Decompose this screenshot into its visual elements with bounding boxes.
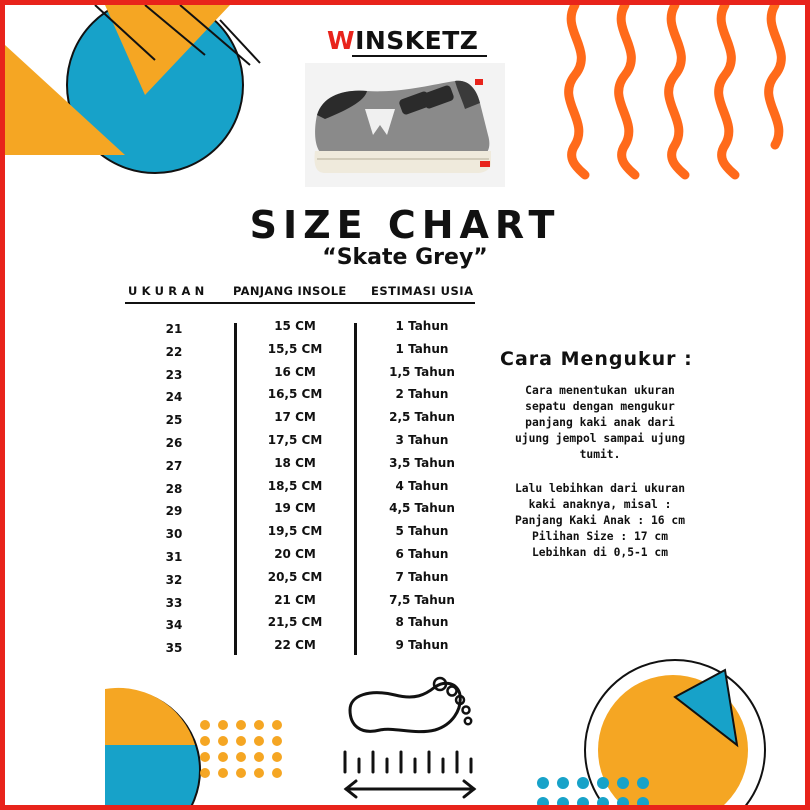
cell-size: 23 [165,368,183,382]
cell-size: 33 [165,596,183,610]
cell-age: 9 Tahun [395,638,449,652]
cell-size: 34 [165,618,183,632]
cell-insole: 16 CM [274,365,316,379]
cell-insole: 15 CM [274,319,316,333]
how-to-line: Panjang Kaki Anak : 16 cm [514,514,686,527]
header-estimasi-usia: ESTIMASI USIA [371,284,474,298]
cell-age: 2,5 Tahun [389,410,455,424]
cell-age: 4,5 Tahun [389,501,455,515]
how-to-line: tumit. [579,448,621,461]
column-divider-1 [234,323,237,655]
how-to-line: Lalu lebihkan dari ukuran [514,482,686,495]
cell-size: 31 [165,550,183,564]
cell-insole: 15,5 CM [267,342,323,356]
how-to-line: sepatu dengan mengukur [525,400,675,413]
cell-age: 1 Tahun [395,342,449,356]
cell-age: 2 Tahun [395,387,449,401]
cell-insole: 20 CM [274,547,316,561]
how-to-title: Cara Mengukur : [500,348,693,370]
bottom-left-decoration [105,675,305,805]
cell-age: 4 Tahun [395,479,449,493]
bottom-right-decoration [525,655,805,805]
how-to-line: Cara menentukan ukuran [525,384,675,397]
brand-underline [352,55,487,57]
cell-insole: 18 CM [274,456,316,470]
cell-size: 24 [165,390,183,404]
shoe-photo [305,63,505,187]
how-to-paragraph-1 [495,383,705,463]
cell-age: 7,5 Tahun [389,593,455,607]
poster [5,5,805,805]
cell-age: 5 Tahun [395,524,449,538]
cell-size: 27 [165,459,183,473]
cell-age: 7 Tahun [395,570,449,584]
cell-insole: 19,5 CM [267,524,323,538]
cell-insole: 18,5 CM [267,479,323,493]
header-ukuran: UKURAN [128,284,209,298]
cell-age: 8 Tahun [395,615,449,629]
cell-size: 32 [165,573,183,587]
brand-rest: INSKETZ [355,26,479,55]
cell-insole: 17 CM [274,410,316,424]
cell-insole: 19 CM [274,501,316,515]
cell-age: 6 Tahun [395,547,449,561]
cell-age: 3 Tahun [395,433,449,447]
cell-insole: 21 CM [274,593,316,607]
cell-size: 28 [165,482,183,496]
top-left-decoration [5,5,265,205]
ruler-icon [340,747,480,777]
cell-insole: 22 CM [274,638,316,652]
brand-name [327,26,478,55]
how-to-line: kaki anaknya, misal : [528,498,672,511]
double-arrow-icon [340,777,480,801]
how-to-line: panjang kaki anak dari [525,416,675,429]
how-to-paragraph-2 [495,481,705,561]
cell-size: 35 [165,641,183,655]
cell-insole: 21,5 CM [267,615,323,629]
column-divider-2 [354,323,357,655]
how-to-line: Lebihkan di 0,5-1 cm [531,546,669,559]
brand-first-letter: W [327,26,356,55]
cell-age: 1,5 Tahun [389,365,455,379]
page-title: SIZE CHART [249,203,561,247]
page-subtitle: “Skate Grey” [322,245,488,270]
header-rule [125,302,475,304]
dot-grid [200,720,282,778]
top-right-squiggles [555,5,805,205]
cell-size: 26 [165,436,183,450]
cell-size: 25 [165,413,183,427]
cell-size: 30 [165,527,183,541]
cell-size: 29 [165,504,183,518]
cell-insole: 16,5 CM [267,387,323,401]
cell-age: 3,5 Tahun [389,456,455,470]
foot-outline-icon [340,675,490,745]
cell-size: 22 [165,345,183,359]
header-panjang-insole: PANJANG INSOLE [233,284,347,298]
brand-logo [327,26,493,56]
cell-size: 21 [165,322,183,336]
cell-age: 1 Tahun [395,319,449,333]
cell-insole: 20,5 CM [267,570,323,584]
cell-insole: 17,5 CM [267,433,323,447]
how-to-line: ujung jempol sampai ujung [514,432,686,445]
how-to-line: Pilihan Size : 17 cm [531,530,669,543]
